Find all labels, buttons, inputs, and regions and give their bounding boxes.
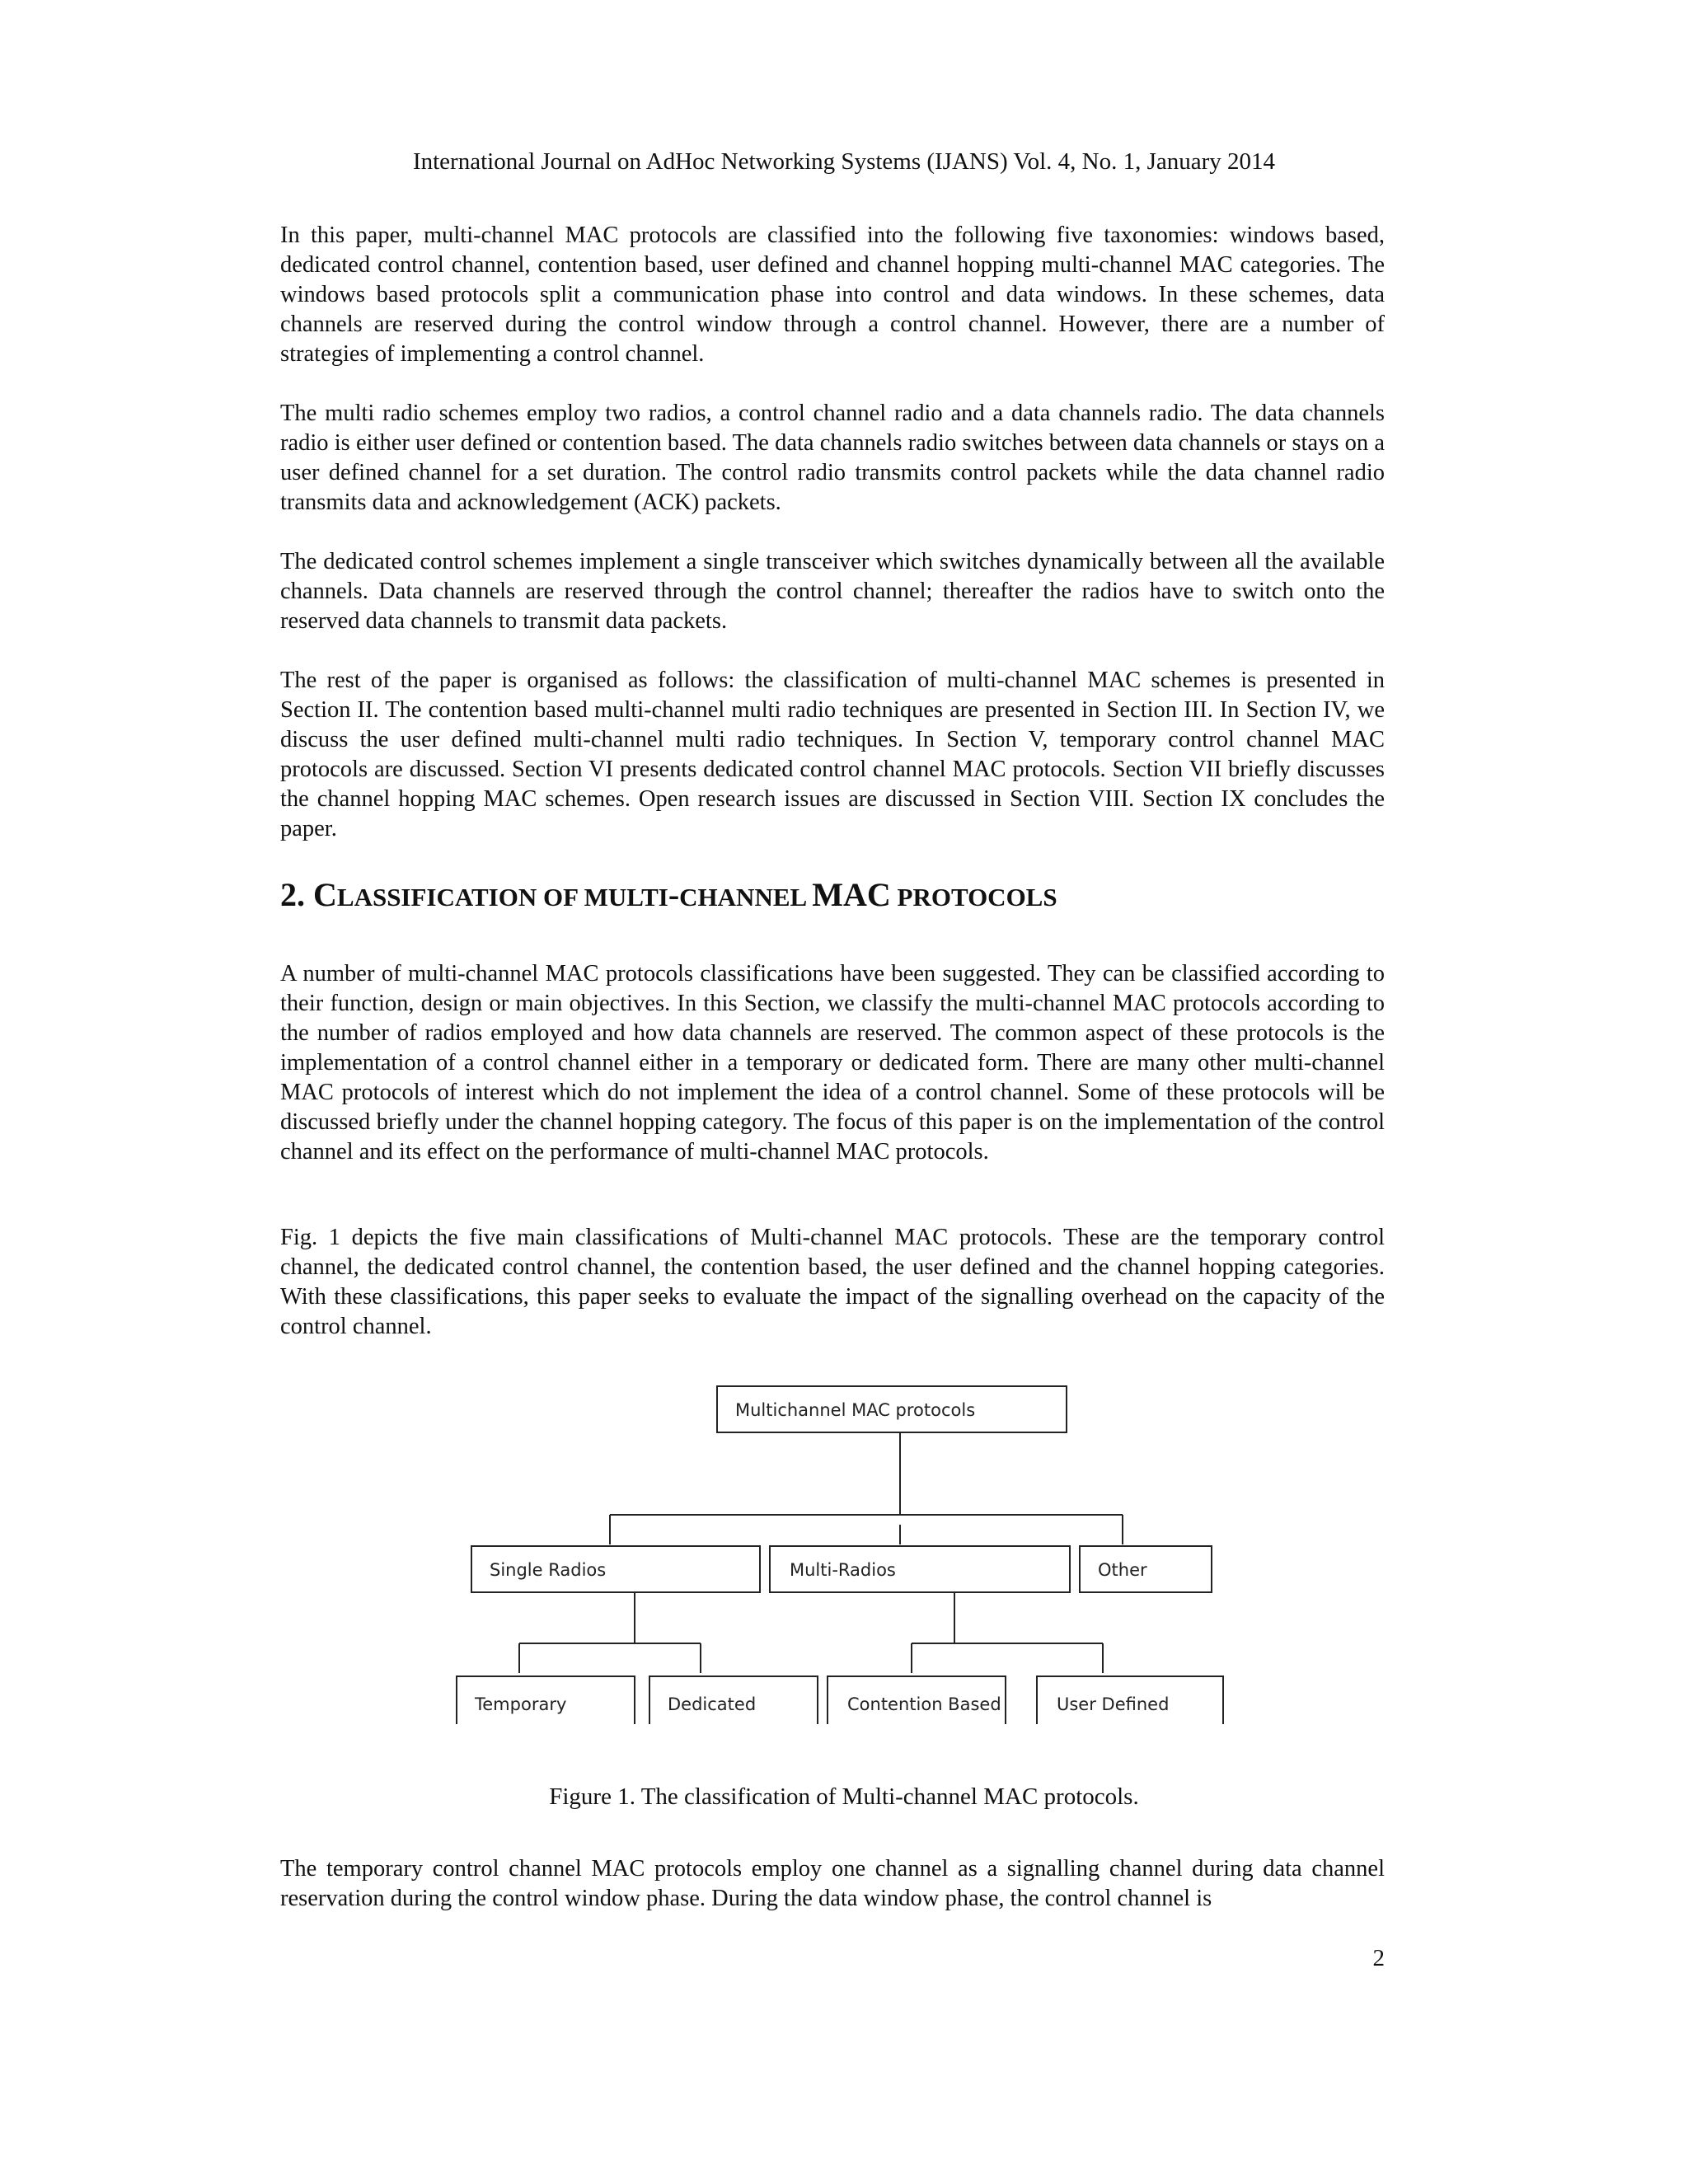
paragraph [280, 1854, 1385, 1914]
section-title-part: C [313, 876, 337, 913]
paragraph-text: The multi radio schemes employ two radios, a control channel radio and a data channels radio. The data channels radio is either user defined or contention based. The data channels radio switches between data channels or stays on a user defined channel for a set duration. The control radio transmits control packets while the data channel radio transmits data and acknowledgement (ACK) packets. [280, 401, 1385, 515]
paragraph [280, 666, 1385, 844]
page-number: 2 [1372, 1945, 1385, 1971]
node-label: Single Radios [490, 1560, 607, 1580]
section-title-part: PROTOCOLS [890, 883, 1057, 912]
paragraph-text: The dedicated control schemes implement a single transceiver which switches dynamically between all the available channels. Data channels are reserved through the control channel; thereafter the radios have to switch onto the reserved data channels to transmit data packets. [280, 549, 1385, 634]
root-label: Multichannel MAC protocols [735, 1400, 976, 1420]
section-title-part: LASSIFICATION OF MULTI [336, 883, 668, 912]
paragraph [280, 547, 1385, 636]
paragraph [280, 959, 1385, 1167]
section-heading [280, 875, 1057, 914]
paragraph-text: In this paper, multi-channel MAC protocols are classified into the following five taxonomies: windows based, dedicated control channel, contention based, user defined and channel hopping multi-channel MAC categories. The windows based protocols split a communication phase into control and data windows. In these schemes, data channels are reserved during the control window through a control channel. However, there are a number of strategies of implementing a control channel. [280, 223, 1385, 367]
section-title-part: MAC [812, 876, 891, 913]
paragraph [280, 399, 1385, 518]
node-label: Other [1098, 1560, 1147, 1580]
paragraph [280, 1223, 1385, 1342]
node-label: User Defined [1057, 1694, 1170, 1714]
journal-header: International Journal on AdHoc Networking Systems (IJANS) Vol. 4, No. 1, January 2014 [412, 148, 1276, 175]
node-label: Dedicated [668, 1694, 757, 1714]
node-label: Multi-Radios [790, 1560, 896, 1580]
node-label: Contention Based [847, 1694, 1001, 1714]
paragraph-text: A number of multi-channel MAC protocols classifications have been suggested. They can be classified according to their function, design or main objectives. In this Section, we classify the multi-channel MAC protocols according to the number of radios employed and how data channels are reserved. The common aspect of these protocols is the implementation of a control channel either in a temporary or dedicated form. There are many other multi-channel MAC protocols of interest which do not implement the idea of a control channel. Some of these protocols will be discussed briefly under the channel hopping category. The focus of this paper is on the implementation of the control channel and its effect on the performance of multi-channel MAC protocols. [280, 961, 1385, 1165]
node-label: Temporary [475, 1694, 567, 1714]
figure-caption: Figure 1. The classification of Multi-channel MAC protocols. [549, 1783, 1139, 1810]
section-title-part: CHANNEL [679, 883, 813, 912]
section-title-part: - [668, 876, 680, 913]
paragraph-text: The temporary control channel MAC protocols employ one channel as a signalling channel during data channel reservation during the control window phase. During the data window phase, the control channel is [280, 1856, 1385, 1911]
classification-diagram [445, 1385, 1253, 1747]
section-number: 2. [280, 876, 305, 913]
paragraph-text: The rest of the paper is organised as follows: the classification of multi-channel MAC schemes is presented in Section II. The contention based multi-channel multi radio techniques are presented in Section III. In Section IV, we discuss the user defined multi-channel multi radio techniques. In Section V, temporary control channel MAC protocols are discussed. Section VI presents dedicated control channel MAC protocols. Section VII briefly discusses the channel hopping MAC schemes. Open research issues are discussed in Section VIII. Section IX concludes the paper. [280, 668, 1385, 841]
paragraph-text: Fig. 1 depicts the five main classifications of Multi-channel MAC protocols. These are the temporary control channel, the dedicated control channel, the contention based, the user defined and the channel hopping categories. With these classifications, this paper seeks to evaluate the impact of the signalling overhead on the capacity of the control channel. [280, 1225, 1385, 1339]
paragraph [280, 221, 1385, 369]
